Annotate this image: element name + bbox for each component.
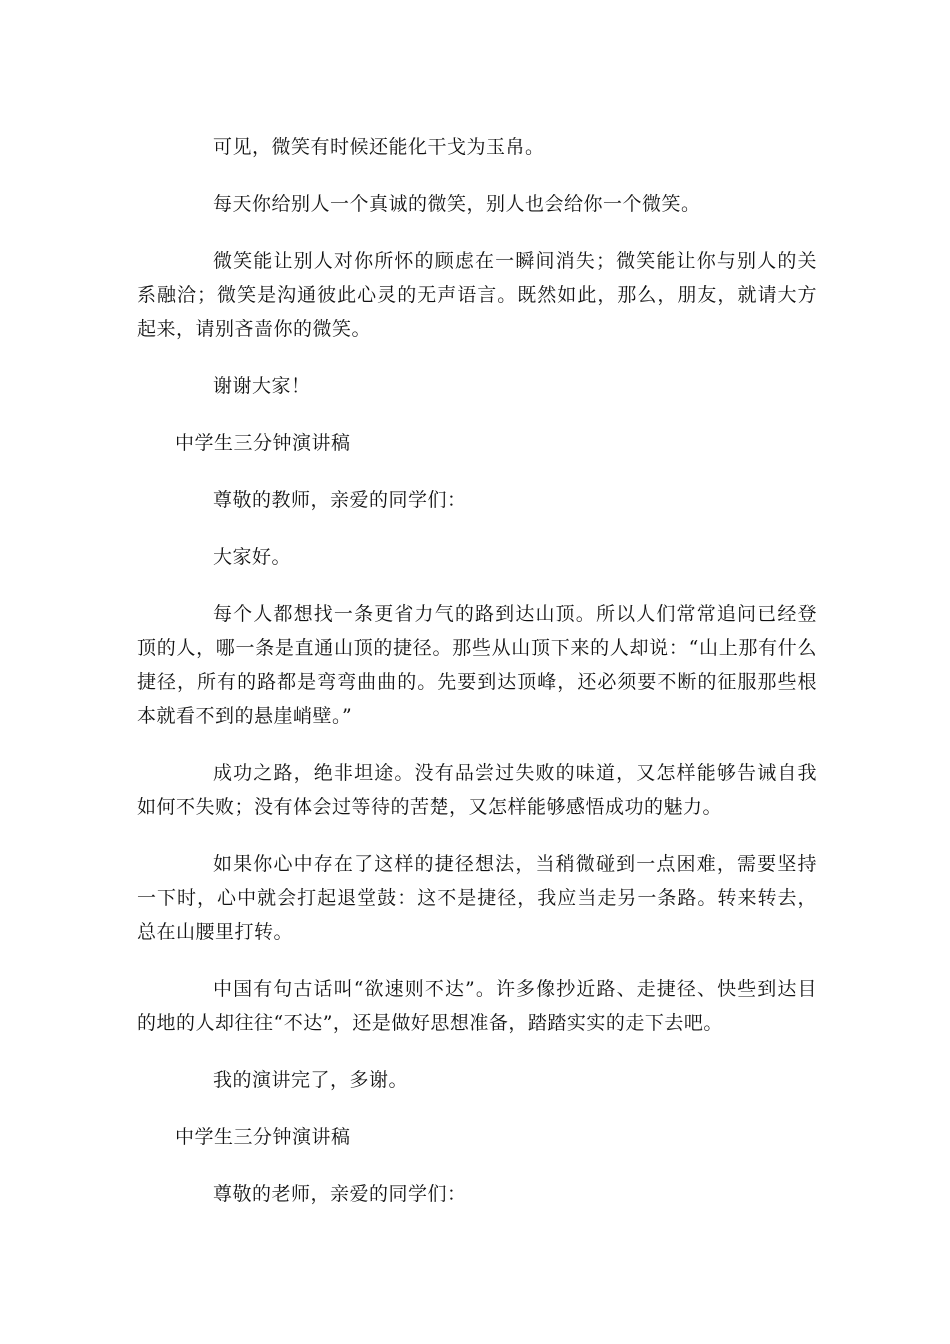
paragraph: 每天你给别人一个真诚的微笑，别人也会给你一个微笑。 [213,193,701,215]
paragraph: 中国有句古话叫“欲速则不达”。许多像抄近路、走捷径、快些到达目的地的人却往往“不达”，还是做好思想准备，踏踏实实的走下去吧。 [137,978,817,1034]
paragraph: 每个人都想找一条更省力气的路到达山顶。所以人们常常追问已经登顶的人，哪一条是直通山顶的捷径。那些从山顶下来的人却说：“山上那有什么捷径，所有的路都是弯弯曲曲的。先要到达顶峰，还必须要不断的征服那些根本就看不到的悬崖峭壁。” [137,603,817,727]
paragraph: 尊敬的老师，亲爱的同学们： [213,1183,467,1205]
paragraph: 尊敬的教师，亲爱的同学们： [213,489,467,511]
paragraph: 微笑能让别人对你所怀的顾虑在一瞬间消失；微笑能让你与别人的关系融洽；微笑是沟通彼此心灵的无声语言。既然如此，那么，朋友，就请大方起来，请别吝啬你的微笑。 [137,250,817,340]
section-heading: 中学生三分钟演讲稿 [175,1126,351,1148]
paragraph: 我的演讲完了，多谢。 [213,1069,409,1091]
paragraph: 可见，微笑有时候还能化干戈为玉帛。 [213,136,545,158]
paragraph: 大家好。 [213,546,292,568]
document-body [137,130,817,1234]
paragraph: 如果你心中存在了这样的捷径想法，当稍微碰到一点困难，需要坚持一下时，心中就会打起退堂鼓：这不是捷径，我应当走另一条路。转来转去，总在山腰里打转。 [137,853,817,943]
paragraph: 谢谢大家！ [213,375,311,397]
section-heading: 中学生三分钟演讲稿 [175,432,351,454]
paragraph: 成功之路，绝非坦途。没有品尝过失败的味道，又怎样能够告诫自我如何不失败；没有体会过等待的苦楚，又怎样能够感悟成功的魅力。 [137,762,817,818]
